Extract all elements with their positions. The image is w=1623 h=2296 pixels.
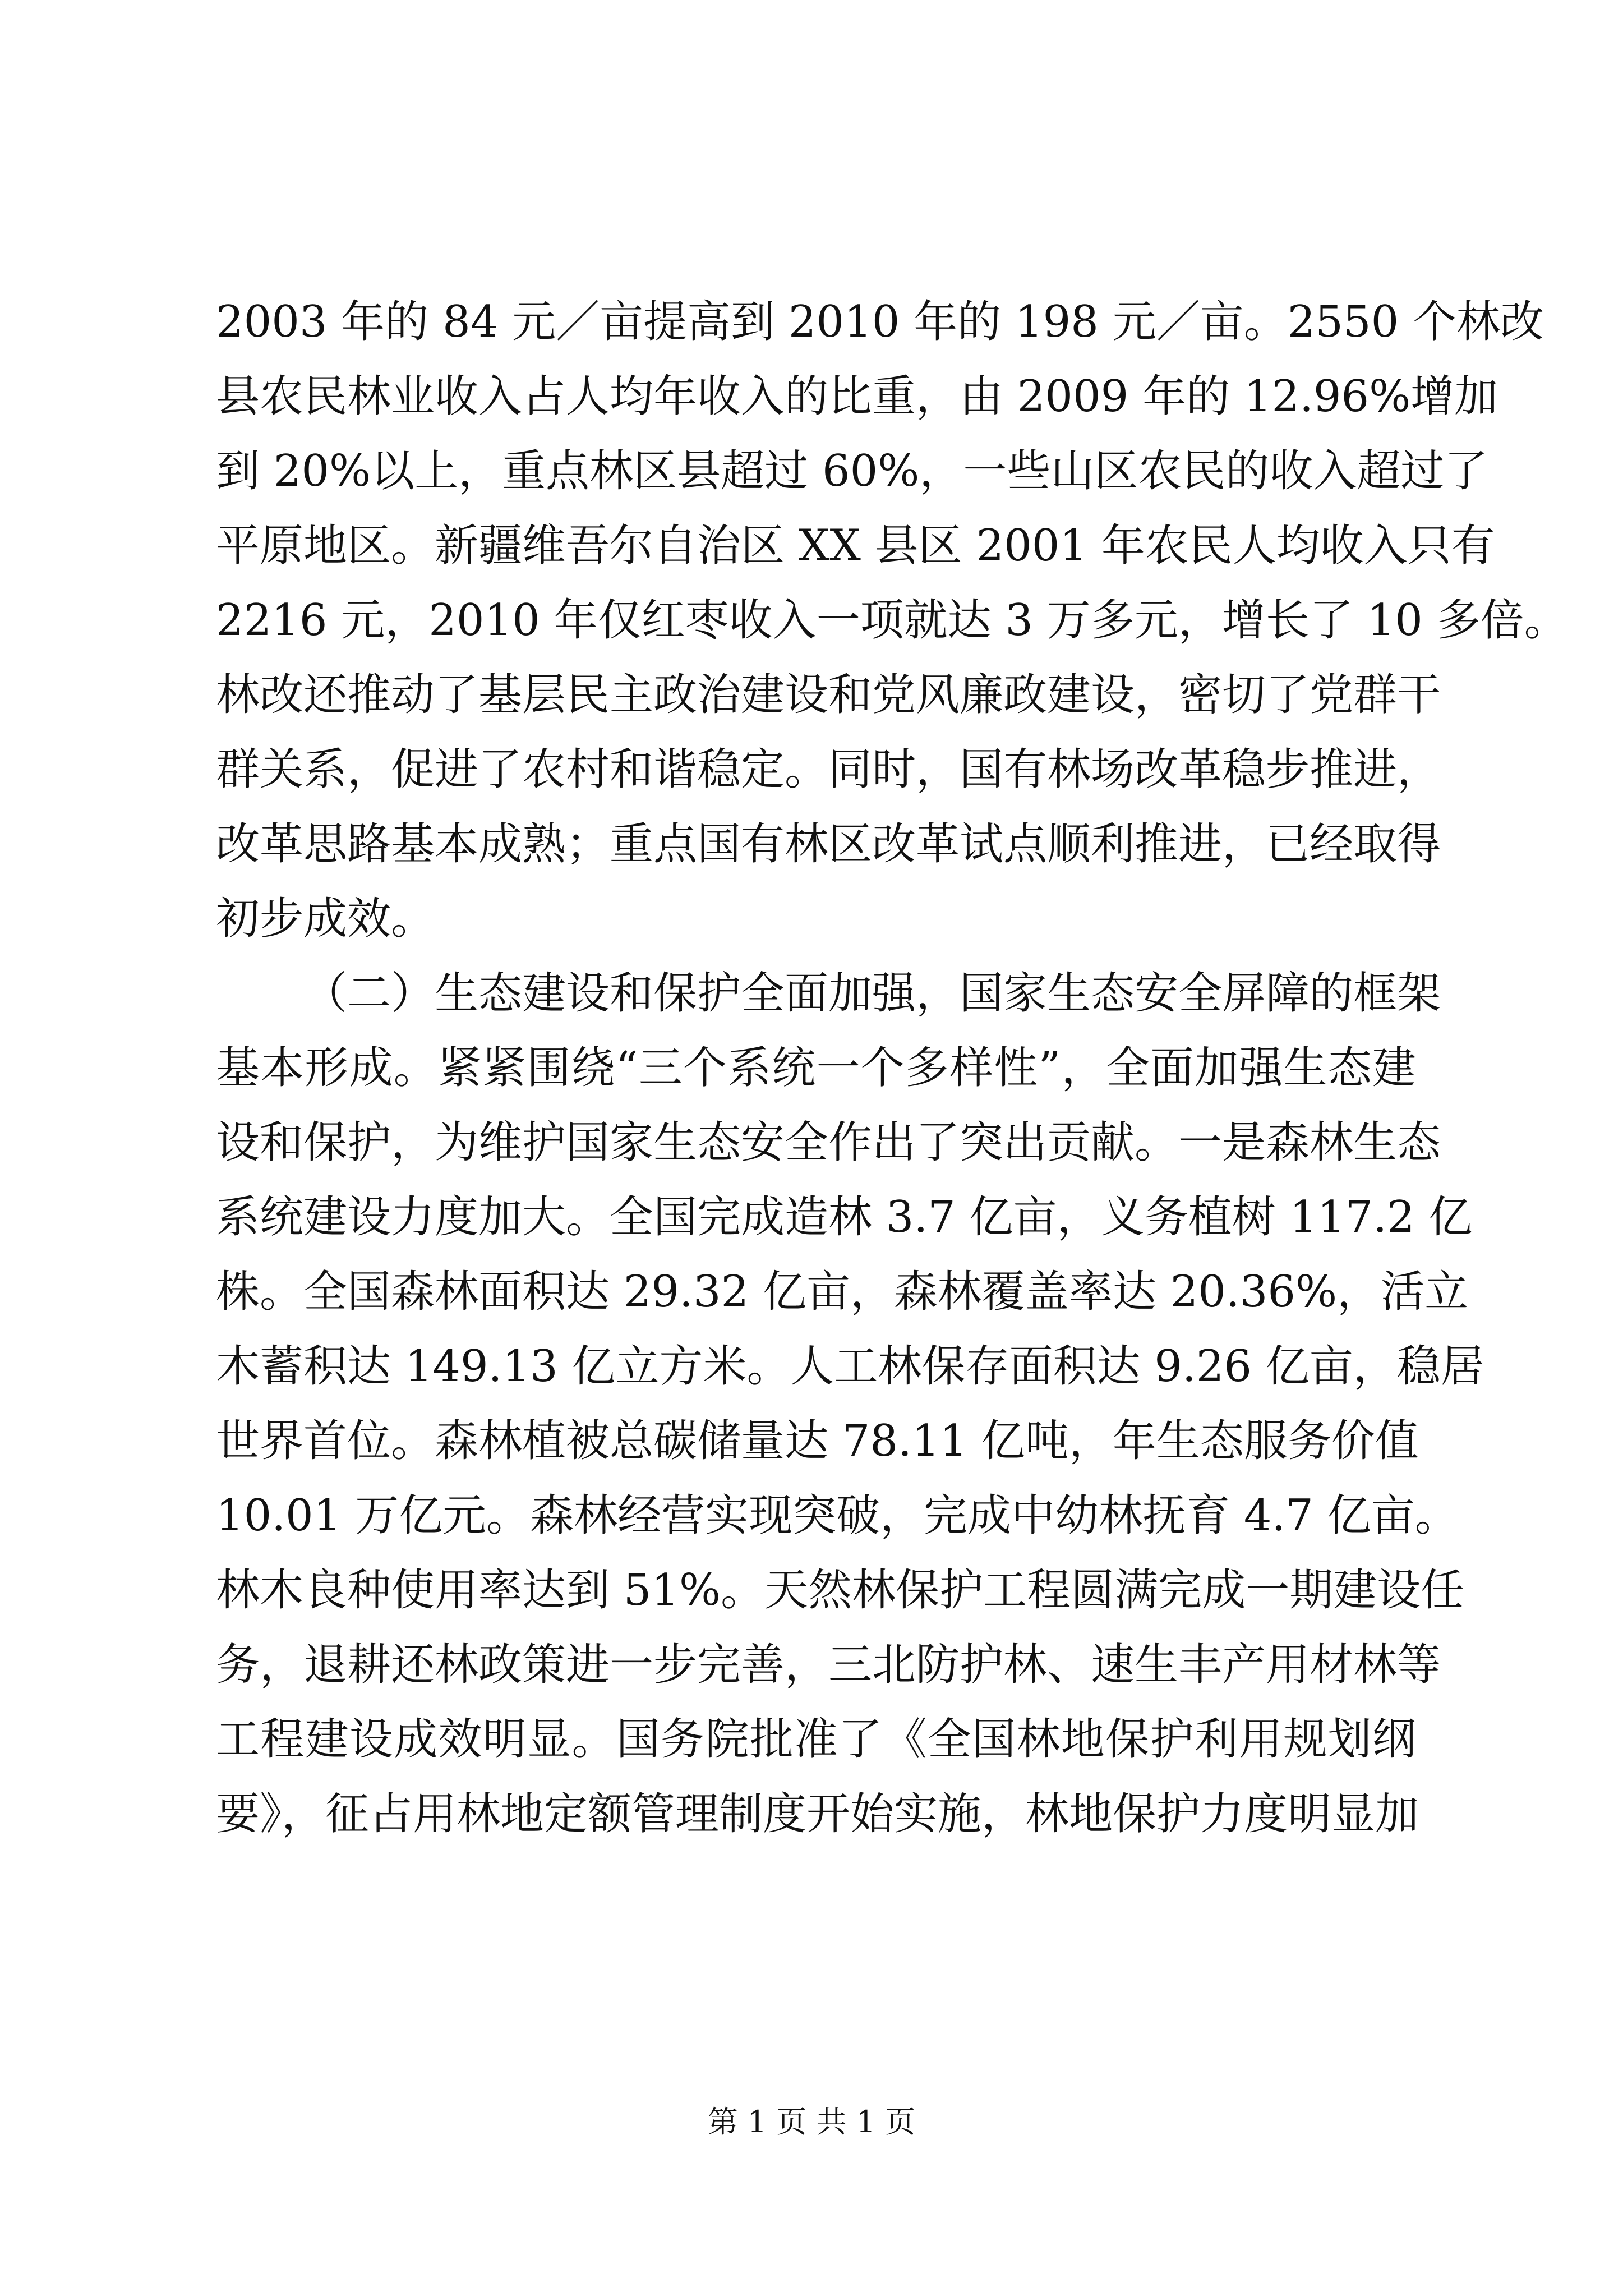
text-line: 株。全国森林面积达 29.32 亿亩，森林覆盖率达 20.36%，活立	[216, 1267, 1469, 1317]
text-line: 木蓄积达 149.13 亿立方米。人工林保存面积达 9.26 亿亩，稳居	[216, 1341, 1484, 1392]
text-line: 系统建设力度加大。全国完成造林 3.7 亿亩，义务植树 117.2 亿	[216, 1192, 1473, 1243]
text-line: 要》，征占用林地定额管理制度开始实施，林地保护力度明显加	[216, 1789, 1419, 1839]
text-line: 县农民林业收入占人均年收入的比重，由 2009 年的 12.96%增加	[216, 371, 1498, 422]
text-line: 2003 年的 84 元／亩提高到 2010 年的 198 元／亩。2550 个林改	[216, 297, 1544, 347]
text-line: 初步成效。	[216, 894, 435, 944]
text-line: 务，退耕还林政策进一步完善，三北防护林、速生丰产用材林等	[216, 1640, 1441, 1690]
section-heading-line: （二）生态建设和保护全面加强，国家生态安全屏障的框架	[303, 968, 1441, 1019]
text-line: 基本形成。紧紧围绕“三个系统一个多样性”，全面加强生态建	[216, 1043, 1416, 1093]
text-line: 2216 元，2010 年仅红枣收入一项就达 3 万多元，增长了 10 多倍。	[216, 595, 1568, 646]
text-line: 工程建设成效明显。国务院批准了《全国林地保护利用规划纲	[216, 1714, 1416, 1765]
page-footer: 第 1 页 共 1 页	[707, 2104, 916, 2139]
text-line: 林改还推动了基层民主政治建设和党风廉政建设，密切了党群干	[216, 670, 1441, 720]
text-line: 到 20%以上，重点林区县超过 60%，一些山区农民的收入超过了	[216, 446, 1488, 496]
text-line: 改革思路基本成熟；重点国有林区改革试点顺利推进，已经取得	[216, 819, 1441, 869]
text-line: 10.01 万亿元。森林经营实现突破，完成中幼林抚育 4.7 亿亩。	[216, 1490, 1459, 1541]
text-line: 群关系，促进了农村和谐稳定。同时，国有林场改革稳步推进，	[216, 744, 1441, 795]
text-line: 林木良种使用率达到 51%。天然林保护工程圆满完成一期建设任	[216, 1565, 1465, 1616]
text-line: 平原地区。新疆维吾尔自治区 XX 县区 2001 年农民人均收入只有	[216, 521, 1495, 571]
text-line: 世界首位。森林植被总碳储量达 78.11 亿吨，年生态服务价值	[216, 1416, 1419, 1466]
body-text	[216, 285, 1568, 1852]
text-line: 设和保护，为维护国家生态安全作出了突出贡献。一是森林生态	[216, 1117, 1441, 1168]
